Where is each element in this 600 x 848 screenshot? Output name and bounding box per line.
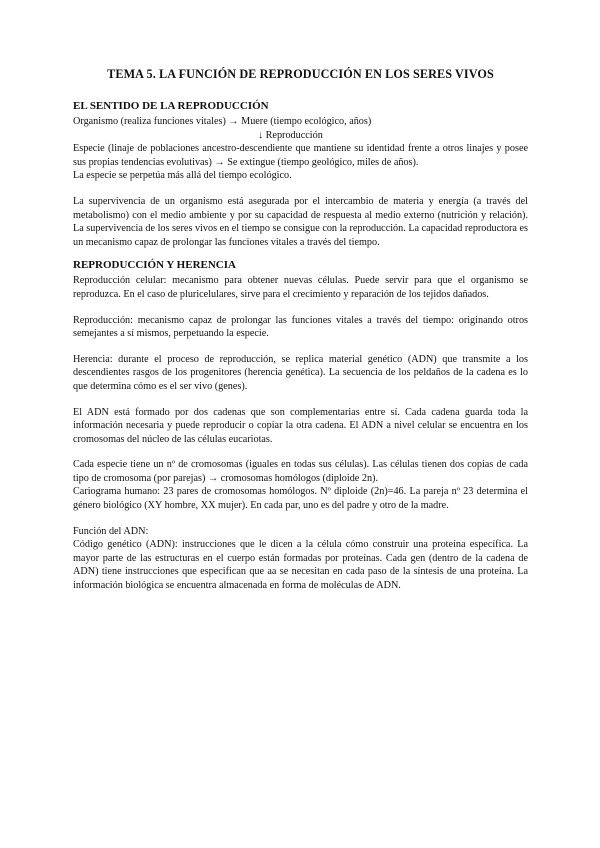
- dna-function-subheading: Función del ADN:: [73, 525, 149, 537]
- heredity-paragraph: Herencia: durante el proceso de reproducción, se replica material genético (ADN) que transmite a los descendientes rasgos de los progenitores (herencia genética). La secuencia de los peldaños de la cadena es lo que determina cómo es el ser vivo (genes).: [73, 353, 528, 392]
- reproduction-arrow-line: ↓ Reproducción: [258, 129, 323, 141]
- cell-reproduction-paragraph: Reproducción celular: mecanismo para obtener nuevas células. Puede servir para que el organismo se reproduzca. En el caso de pluricelulares, sirve para el crecimiento y reparación de los tejidos dañados.: [73, 275, 528, 300]
- perpetuation-line: La especie se perpetúa más allá del tiempo ecológico.: [73, 170, 292, 182]
- species-line: Especie (linaje de poblaciones ancestro-descendiente que mantiene su identidad frente a otros linajes y posee sus propias tendencias evolutivas) → Se extingue (tiempo geológico, miles de años).: [73, 143, 528, 168]
- chromosome-paragraph: Cada especie tiene un nº de cromosomas (iguales en todas sus células). Las células tienen dos copias de cada tipo de cromosoma (por parejas) → cromosomas homólogos (diploide 2n).: [73, 459, 528, 484]
- survival-paragraph: La supervivencia de un organismo está asegurada por el intercambio de materia y energía (a través del metabolismo) con el medio ambiente y por su capacidad de respuesta al medio externo (nutrición y relación). La supervivencia de los seres vivos en el tiempo se consigue con la reproducción. La capacidad reproductora es un mecanismo capaz de prolongar las funciones vitales a través del tiempo.: [73, 195, 528, 248]
- document-title: TEMA 5. LA FUNCIÓN DE REPRODUCCIÓN EN LOS SERES VIVOS: [107, 67, 494, 81]
- organism-line: Organismo (realiza funciones vitales) → Muere (tiempo ecológico, años): [73, 116, 372, 127]
- reproduction-paragraph: Reproducción: mecanismo capaz de prolongar las funciones vitales a través del tiempo: originando otros semejantes a sí mismos, perpetuando la especie.: [73, 314, 528, 340]
- document-page: [73, 66, 528, 593]
- karyotype-paragraph: Cariograma humano: 23 pares de cromosomas homólogos. Nº diploide (2n)=46. La pareja nº 23 determina el género biológico (XY hombre, XX mujer). En cada par, uno es del padre y otro de la madre.: [73, 486, 528, 512]
- section-heading-herencia: REPRODUCCIÓN Y HERENCIA: [73, 259, 236, 272]
- genetic-code-paragraph: Código genético (ADN): instrucciones que le dicen a la célula cómo construir una proteína específica. La mayor parte de las estructuras en el cuerpo están formadas por proteínas. Cada gen (dentro de la cadena de ADN) tiene instrucciones que especifican que aa se necesitan en cada paso de la síntesis de una proteína. La información biológica se encuentra almacenada en forma de moléculas de ADN.: [73, 539, 528, 592]
- section-heading-sentido: EL SENTIDO DE LA REPRODUCCIÓN: [73, 100, 269, 112]
- dna-paragraph: El ADN está formado por dos cadenas que son complementarias entre sí. Cada cadena guarda toda la información necesaria y puede reproducir o copiar la otra cadena. El ADN a nivel celular se encuentra en los cromosomas del núcleo de las células eucariotas.: [73, 406, 528, 445]
